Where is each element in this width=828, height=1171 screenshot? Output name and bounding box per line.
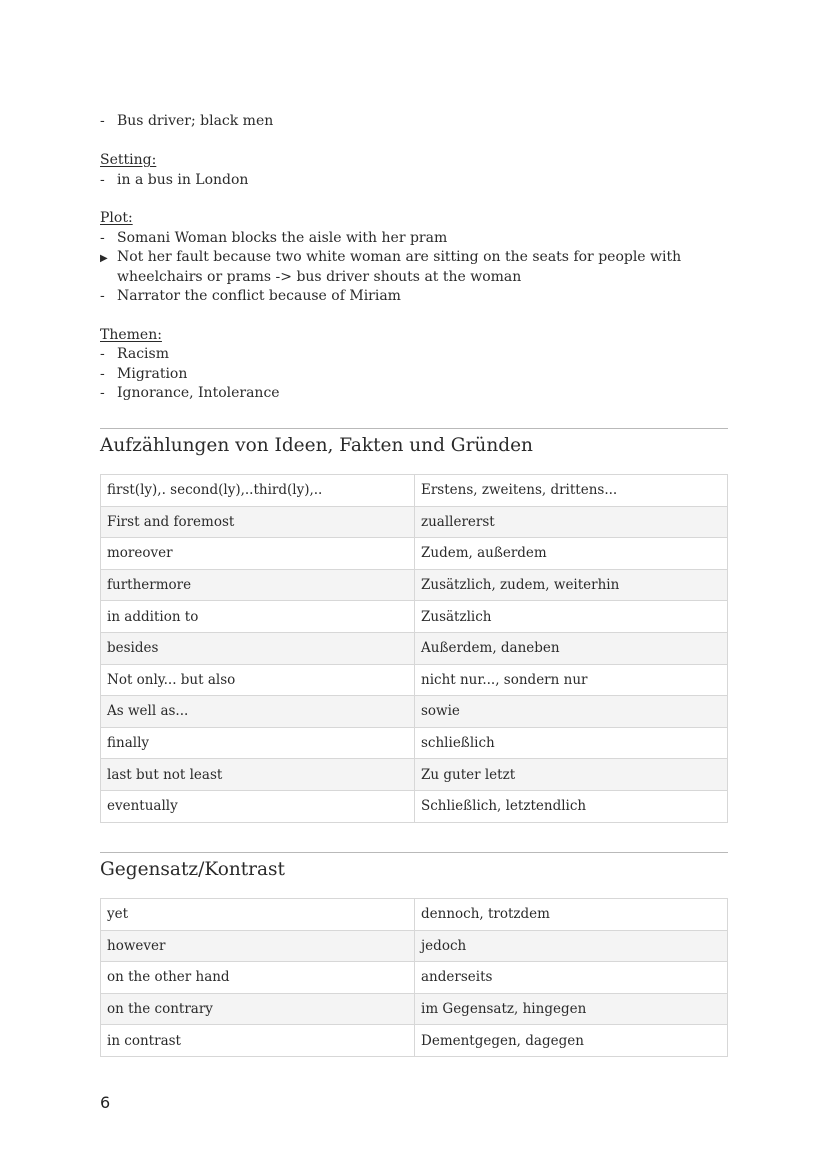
english-term: finally [101,727,415,759]
english-term: in addition to [101,601,415,633]
english-term: besides [101,632,415,664]
contrast-table [100,898,728,1057]
german-term: sowie [415,696,728,728]
german-term: Zu guter letzt [415,759,728,791]
plot-item-2-continued [100,268,521,288]
english-term: in contrast [101,1025,415,1057]
characters-text: Bus driver; black men [117,113,274,129]
table-row [101,538,728,570]
dash-bullet: - [100,385,105,401]
themes-text-3: Ignorance, Intolerance [117,385,280,401]
connectives-table [100,474,728,823]
table-row [101,1025,728,1057]
table-row [101,569,728,601]
table-row [101,899,728,931]
english-term: moreover [101,538,415,570]
dash-bullet: - [100,172,105,188]
table-row [101,962,728,994]
table-row [101,930,728,962]
german-term: Zusätzlich, zudem, weiterhin [415,569,728,601]
characters-item [100,112,273,132]
table-row [101,664,728,696]
german-term: Dementgegen, dagegen [415,1025,728,1057]
german-term: nicht nur..., sondern nur [415,664,728,696]
german-term: dennoch, trotzdem [415,899,728,931]
section2-title: Gegensatz/Kontrast [100,859,285,880]
english-term: last but not least [101,759,415,791]
table-row [101,993,728,1025]
triangle-bullet-icon: ▶ [100,253,108,264]
table-row [101,790,728,822]
page-number: 6 [100,1093,111,1112]
section-divider [100,428,728,429]
german-term: im Gegensatz, hingegen [415,993,728,1025]
plot-item-2 [100,248,681,269]
plot-text-2b: wheelchairs or prams -> bus driver shouts at the woman [117,269,522,285]
themes-item-1 [100,345,169,365]
german-term: Zusätzlich [415,601,728,633]
setting-text: in a bus in London [117,172,249,188]
german-term: anderseits [415,962,728,994]
plot-text-1: Somani Woman blocks the aisle with her pram [117,230,448,246]
themes-item-2 [100,365,187,385]
dash-bullet: - [100,366,105,382]
section-divider [100,852,728,853]
themes-item-3 [100,384,280,404]
dash-bullet: - [100,230,105,246]
german-term: zuallererst [415,506,728,538]
english-term: furthermore [101,569,415,601]
english-term: first(ly),. second(ly),..third(ly),.. [101,475,415,507]
english-term: First and foremost [101,506,415,538]
german-term: Außerdem, daneben [415,632,728,664]
english-term: however [101,930,415,962]
table-row [101,727,728,759]
dash-bullet: - [100,346,105,362]
themes-text-2: Migration [117,366,188,382]
plot-heading: Plot: [100,210,133,226]
plot-item-1 [100,229,447,249]
themes-text-1: Racism [117,346,169,362]
plot-text-3: Narrator the conflict because of Miriam [117,288,401,304]
table-row [101,632,728,664]
english-term: on the other hand [101,962,415,994]
dash-bullet: - [100,288,105,304]
plot-item-3 [100,287,401,307]
german-term: Zudem, außerdem [415,538,728,570]
table-row [101,601,728,633]
english-term: on the contrary [101,993,415,1025]
setting-item [100,171,248,191]
themes-heading: Themen: [100,327,162,343]
english-term: eventually [101,790,415,822]
dash-bullet: - [100,113,105,129]
setting-heading: Setting: [100,152,157,168]
table-row [101,475,728,507]
german-term: Schließlich, letztendlich [415,790,728,822]
german-term: Erstens, zweitens, drittens... [415,475,728,507]
english-term: As well as... [101,696,415,728]
table-row [101,696,728,728]
table-row [101,759,728,791]
section1-title: Aufzählungen von Ideen, Fakten und Gründen [100,435,533,456]
plot-text-2a: Not her fault because two white woman are sitting on the seats for people with [117,249,682,265]
english-term: Not only... but also [101,664,415,696]
table-row [101,506,728,538]
english-term: yet [101,899,415,931]
german-term: jedoch [415,930,728,962]
german-term: schließlich [415,727,728,759]
